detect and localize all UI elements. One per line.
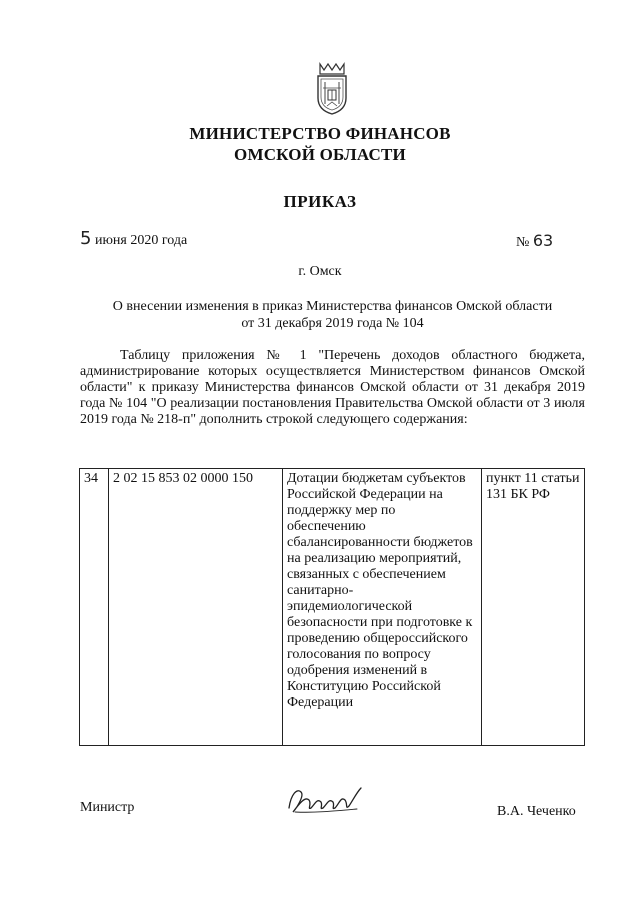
signer-title: Министр — [80, 800, 135, 815]
order-subject — [80, 298, 585, 332]
handwritten-signature — [285, 782, 365, 818]
order-number — [516, 231, 553, 251]
body-paragraph: Таблицу приложения № 1 "Перечень доходов областного бюджета, администрирование которых осуществляется Министерством финансов Омской области" к приказу Министерства финансов Омской области от 31 декабря 2019 года № 104 "О реализации постановления Правительства Омской области от 3 июля 2019 года № 218-п" дополнить строкой следующего содержания: — [80, 348, 585, 427]
legal-basis-cell: пункт 11 статьи 131 БК РФ — [482, 469, 585, 746]
city: г. Омск — [298, 264, 342, 279]
table-row — [80, 469, 585, 746]
subject-line2: от 31 декабря 2019 года № 104 — [241, 316, 424, 331]
order-date — [80, 228, 187, 249]
subject-line1: О внесении изменения в приказ Министерства финансов Омской области — [112, 299, 553, 314]
document-type-title: ПРИКАЗ — [283, 192, 357, 211]
row-number-cell: 34 — [80, 469, 109, 746]
number-prefix: № — [516, 235, 533, 250]
number-value-handwritten: 63 — [532, 231, 554, 250]
budget-code-cell: 2 02 15 853 02 0000 150 — [109, 469, 283, 746]
signer-name: В.А. Чеченко — [497, 804, 576, 819]
date-rest: июня 2020 года — [91, 233, 188, 248]
ministry-name-line1: МИНИСТЕРСТВО ФИНАНСОВ — [189, 124, 451, 143]
coat-of-arms-emblem — [314, 60, 350, 116]
ministry-name-line2: ОМСКОЙ ОБЛАСТИ — [234, 145, 406, 164]
revenue-name-cell: Дотации бюджетам субъектов Российской Федерации на поддержку мер по обеспечению сбалансированности бюджетов на реализацию мероприятий, связанных с обеспечением санитарно-эпидемиологической безопасности при подготовке к проведению общероссийского голосования по вопросу одобрения изменений в Конституцию Российской Федерации — [283, 469, 482, 746]
date-day-handwritten: 5 — [80, 228, 92, 249]
inserted-row-table — [79, 468, 585, 746]
